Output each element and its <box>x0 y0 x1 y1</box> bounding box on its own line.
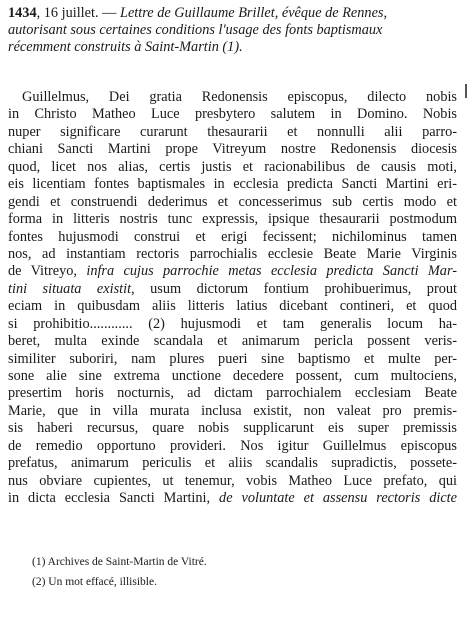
footnote-2: (2) Un mot effacé, illisible. <box>32 576 157 588</box>
body-line-text: de remedio opportuno provideri. Nos igitur Guillelmus episcopus <box>8 437 457 454</box>
body-line-text: similiter suboriri, nam plures pueri sine baptismo et multe per- <box>8 350 457 367</box>
body-line-text: si prohibitio............ (2) hujusmodi et tam generalis locum ha- <box>8 315 457 332</box>
body-line-text: nos, ad instantiam rectoris parrochialis ecclesie Beate Marie Virginis <box>8 245 457 262</box>
body-line <box>8 490 457 507</box>
body-line-text: forma in litteris nostris tunc expressis, ipsique thesaurarii postmodum <box>8 211 457 228</box>
body-line <box>8 229 457 246</box>
body-line-text: sis haberi recursus, quare nobis supplicarunt eis super premissis <box>8 420 457 437</box>
body-line-text: Guillelmus, Dei gratia Redonensis episcopus, dilecto nobis <box>22 89 457 105</box>
page-edge-mark <box>465 84 467 98</box>
body-line <box>8 194 457 211</box>
body-line <box>8 106 457 123</box>
body-line <box>8 89 457 106</box>
body-line <box>8 281 457 298</box>
body-line-text: in dicta ecclesia Sancti Martini, <box>8 490 220 507</box>
heading-title-line-3: récemment construits à Saint-Martin (1). <box>8 39 243 55</box>
body-line <box>8 316 457 333</box>
body-line-text: eciam in quibusdam aliis litteris latius dicebant contineri, et quod <box>8 298 457 315</box>
body-line-text: de Vitreyo, <box>8 263 87 280</box>
body-line <box>8 159 457 176</box>
heading-title-line-2: autorisant sous certaines conditions l'usage des fonts baptismaux <box>8 22 383 38</box>
body-line <box>8 420 457 437</box>
body-line <box>8 351 457 368</box>
body-line <box>8 124 457 141</box>
body-line-text: beret, multa exinde scandala et animarum pericla possent veris- <box>8 333 457 350</box>
body-line-italic: infra cujus parrochie metas ecclesia predicta Sancti Mar- <box>86 263 457 280</box>
body-line <box>8 333 457 350</box>
body-line <box>8 455 457 472</box>
body-line-text: chiani Sancti Martini prope Vitreyum nostre Redonensis diocesis <box>8 141 457 158</box>
body-line <box>8 473 457 490</box>
body-line-italic: tini situata existit <box>8 280 132 297</box>
body-line <box>8 211 457 228</box>
body-line-text: nus obviare cupientes, ut tenemur, vobis Matheo Luce prefato, qui <box>8 472 457 489</box>
body-line-text: in Christo Matheo Luce presbytero salutem in Domino. Nobis <box>8 106 457 123</box>
body-line <box>8 438 457 455</box>
body-line-text: gendi et construendi dederimus et concesserimus sub certis modo et <box>8 193 457 210</box>
body-line <box>8 246 457 263</box>
body-line <box>8 141 457 158</box>
body-line-italic: de voluntate et assensu rectoris dicte <box>219 490 457 507</box>
document-date: , 16 juillet. — <box>36 5 117 21</box>
body-line-text: , usum dictorum fontium prohibuerimus, prout <box>131 280 457 297</box>
body-line <box>8 263 457 280</box>
body-line <box>8 385 457 402</box>
body-line <box>8 298 457 315</box>
body-line-text: presertim horis nocturnis, ad dictam parrochialem ecclesiam Beate <box>8 385 457 402</box>
body-line-text: fontes hujusmodi construi et erigi fecissent; nichilominus tamen <box>8 228 457 245</box>
body-line-text: eis licentiam fontes baptismales in ecclesia predicta Sancti Martini eri- <box>8 176 457 193</box>
body-line-text: quod, licet nos alias, certis justis et racionabilibus de causis moti, <box>8 158 457 175</box>
document-number: 1434 <box>8 5 37 21</box>
body-line-text: Marie, que in villa murata inclusa existit, non valeat pro premis- <box>8 402 457 419</box>
body-line <box>8 368 457 385</box>
footnote-1: (1) Archives de Saint-Martin de Vitré. <box>32 556 207 568</box>
body-line <box>8 176 457 193</box>
body-line <box>8 403 457 420</box>
body-line-text: nuper significare curarunt thesaurarii et nonnulli alii parro- <box>8 123 457 140</box>
heading-title-line-1: Lettre de Guillaume Brillet, évêque de Rennes, <box>116 5 388 21</box>
body-line-text: sone alie sine extrema unctione decedere possent, cum multociens, <box>8 368 457 384</box>
body-line-text: prefatus, animarum periculis et aliis scandalis supradictis, possete- <box>8 455 457 472</box>
document-body <box>8 89 457 508</box>
footnotes <box>32 552 452 592</box>
document-heading <box>8 5 460 56</box>
